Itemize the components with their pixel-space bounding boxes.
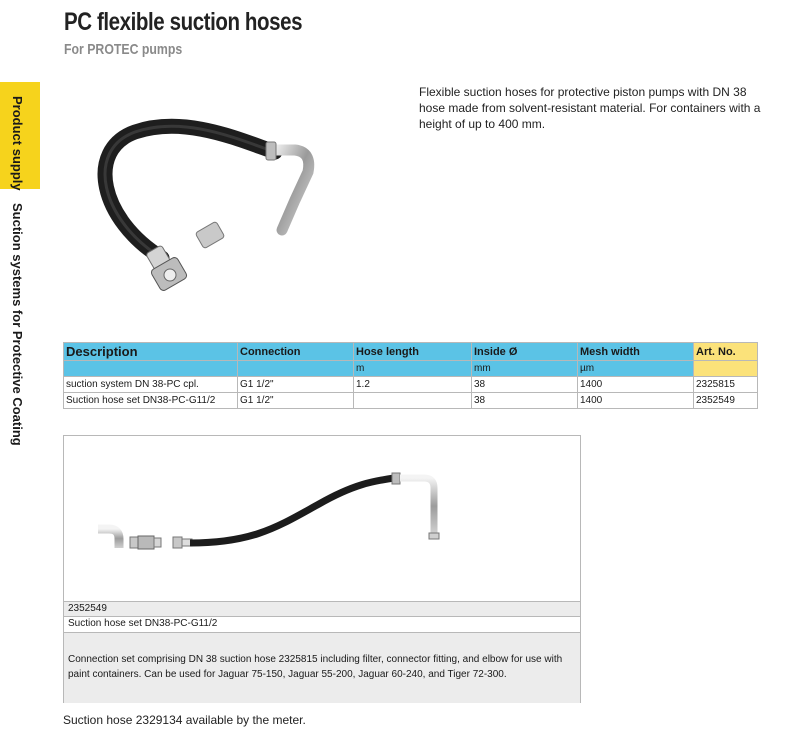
- col-inside-diameter: Inside Ø: [472, 343, 578, 361]
- unit-cell: [64, 361, 238, 377]
- spec-table: [63, 342, 758, 409]
- cell-hose-length: 1.2: [354, 377, 472, 393]
- footer-note: Suction hose 2329134 available by the meter.: [63, 713, 306, 727]
- table-header-row: [64, 343, 758, 361]
- hose-set-image: [64, 436, 580, 601]
- product-photo: [90, 110, 360, 300]
- unit-cell: µm: [578, 361, 694, 377]
- card-name: Suction hose set DN38-PC-G11/2: [64, 616, 580, 632]
- page-subtitle: For PROTEC pumps: [64, 41, 183, 58]
- cell-connection: G1 1/2": [238, 377, 354, 393]
- unit-cell: mm: [472, 361, 578, 377]
- cell-inside-diameter: 38: [472, 377, 578, 393]
- cell-description: suction system DN 38-PC cpl.: [64, 377, 238, 393]
- cell-mesh-width: 1400: [578, 377, 694, 393]
- card-description: Connection set comprising DN 38 suction hose 2325815 including filter, connector fitting, and elbow for use with paint containers. Can be used for Jaguar 75-150, Jaguar 55-200, Jaguar 60-240, and Tiger 72-300.: [68, 654, 563, 680]
- page-title: PC flexible suction hoses: [64, 8, 303, 36]
- col-description: Description: [64, 343, 238, 361]
- unit-cell: [238, 361, 354, 377]
- col-connection: Connection: [238, 343, 354, 361]
- table-row[interactable]: [64, 393, 758, 409]
- unit-cell: [694, 361, 758, 377]
- cell-inside-diameter: 38: [472, 393, 578, 409]
- table-row[interactable]: [64, 377, 758, 393]
- cell-description: Suction hose set DN38-PC-G11/2: [64, 393, 238, 409]
- cell-art-no: 2352549: [694, 393, 758, 409]
- side-tab-product-supply[interactable]: Product supply: [10, 96, 25, 191]
- cell-art-no: 2325815: [694, 377, 758, 393]
- cell-hose-length: [354, 393, 472, 409]
- side-tab-section[interactable]: Suction systems for Protective Coating: [10, 203, 25, 446]
- product-description: Flexible suction hoses for protective piston pumps with DN 38 hose made from solvent-resistant material. For containers with a height of up to 400 mm.: [419, 85, 761, 131]
- table-units-row: [64, 361, 758, 377]
- col-hose-length: Hose length: [354, 343, 472, 361]
- cell-mesh-width: 1400: [578, 393, 694, 409]
- cell-connection: G1 1/2": [238, 393, 354, 409]
- col-mesh-width: Mesh width: [578, 343, 694, 361]
- card-description-wrap: [64, 632, 580, 703]
- col-art-no: Art. No.: [694, 343, 758, 361]
- unit-cell: m: [354, 361, 472, 377]
- card-art-no: 2352549: [64, 601, 580, 616]
- product-card[interactable]: [63, 435, 581, 703]
